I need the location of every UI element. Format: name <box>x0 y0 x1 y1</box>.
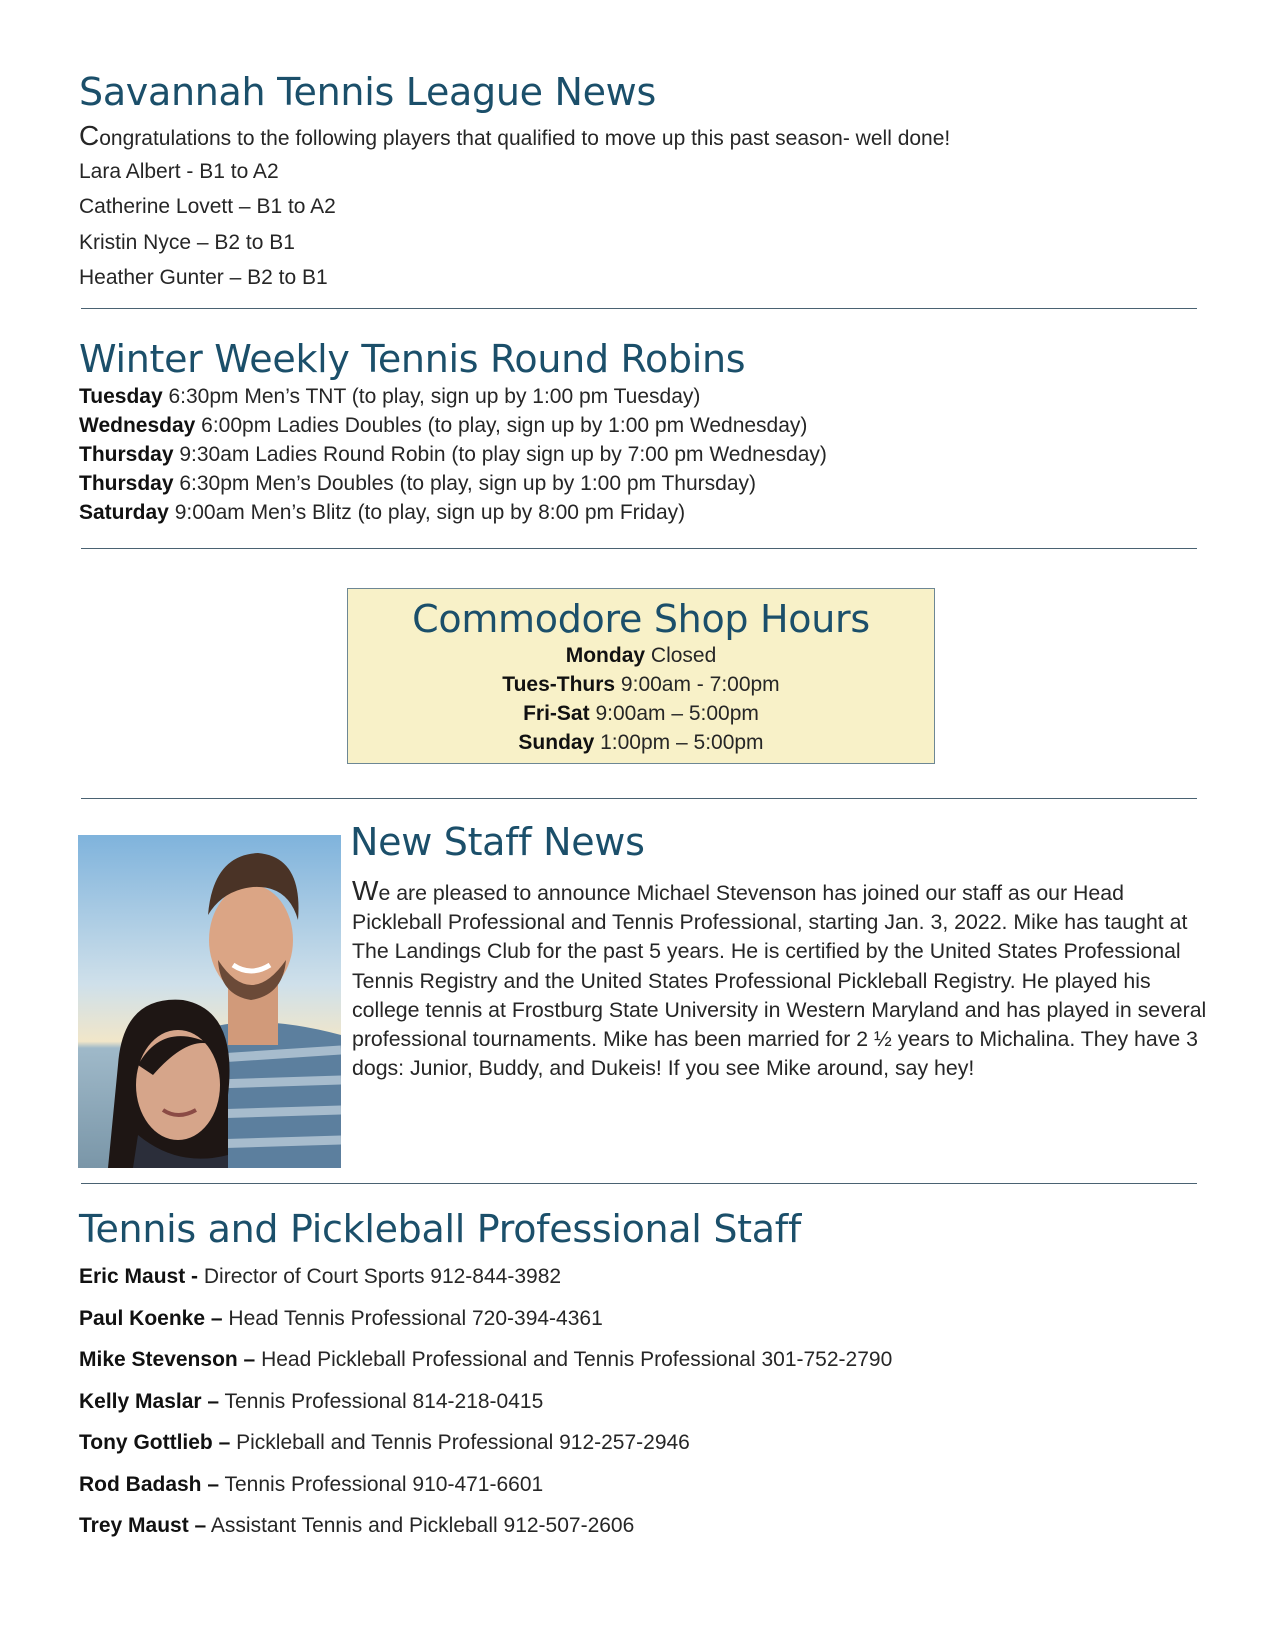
league-news-title: Savannah Tennis League News <box>79 70 656 114</box>
staff-role: Head Tennis Professional 720-394-4361 <box>222 1307 603 1330</box>
section-divider <box>81 548 1197 549</box>
shop-hours: Closed <box>645 644 717 667</box>
player-item: Heather Gunter – B2 to B1 <box>79 266 328 289</box>
round-robin-day: Wednesday <box>79 414 196 437</box>
shop-day: Monday <box>565 644 646 667</box>
round-robins-title: Winter Weekly Tennis Round Robins <box>79 337 746 381</box>
staff-member <box>79 1305 603 1333</box>
league-intro-text: ongratulations to the following players that qualified to move up this past season- well done! <box>99 127 951 150</box>
staff-name: Mike Stevenson – <box>79 1348 256 1371</box>
round-robin-item <box>79 383 700 411</box>
shop-hours-title: Commodore Shop Hours <box>412 597 870 641</box>
round-robin-item <box>79 412 807 440</box>
staff-role: Assistant Tennis and Pickleball 912-507-2606 <box>206 1514 635 1537</box>
staff-member <box>79 1346 892 1374</box>
new-staff-dropcap: W <box>352 875 379 906</box>
staff-name: Trey Maust – <box>79 1514 207 1537</box>
staff-name: Tony Gottlieb – <box>79 1431 231 1454</box>
player-item: Kristin Nyce – B2 to B1 <box>79 231 295 254</box>
shop-hours: 9:00am - 7:00pm <box>615 673 780 696</box>
round-robin-day: Thursday <box>79 443 174 466</box>
shop-day: Tues-Thurs <box>502 673 616 696</box>
shop-hours-row <box>348 729 934 757</box>
staff-photo-image <box>78 835 341 1168</box>
staff-name: Kelly Maslar – <box>79 1390 220 1413</box>
staff-photo <box>78 835 341 1168</box>
shop-hours-row <box>348 642 934 670</box>
round-robin-item <box>79 499 685 527</box>
staff-member <box>79 1388 543 1416</box>
section-divider <box>81 798 1197 799</box>
professional-staff-title: Tennis and Pickleball Professional Staff <box>79 1207 801 1251</box>
round-robin-text: 6:00pm Ladies Doubles (to play, sign up by 1:00 pm Wednesday) <box>195 414 808 437</box>
staff-role: Director of Court Sports 912-844-3982 <box>198 1265 562 1288</box>
staff-role: Tennis Professional 910-471-6601 <box>219 1473 544 1496</box>
new-staff-paragraph <box>352 876 1212 1083</box>
shop-day: Fri-Sat <box>523 702 590 725</box>
new-staff-title: New Staff News <box>350 820 645 864</box>
staff-name: Rod Badash – <box>79 1473 220 1496</box>
round-robin-text: 9:00am Men’s Blitz (to play, sign up by 8:00 pm Friday) <box>168 501 686 524</box>
section-divider <box>81 1183 1197 1184</box>
round-robin-day: Thursday <box>79 472 174 495</box>
staff-member <box>79 1429 690 1457</box>
staff-member <box>79 1512 634 1540</box>
shop-hours-row <box>348 700 934 728</box>
staff-member <box>79 1263 561 1291</box>
staff-name: Paul Koenke – <box>79 1307 223 1330</box>
round-robin-item <box>79 470 756 498</box>
round-robin-day: Saturday <box>79 501 169 524</box>
staff-role: Tennis Professional 814-218-0415 <box>219 1390 544 1413</box>
staff-role: Head Pickleball Professional and Tennis Professional 301-752-2790 <box>255 1348 893 1371</box>
shop-day: Sunday <box>518 731 595 754</box>
new-staff-body: e are pleased to announce Michael Stevenson has joined our staff as our Head Pickleball Professional and Tennis Professional, starting Jan. 3, 2022. Mike has taught at The Landings Club for the past 5 years. He is certified by the United States Professional Tennis Registry and the United States Professional Pickleball Registry. He played his college tennis at Frostburg State University in Western Maryland and has played in several professional tournaments. Mike has been married for 2 ½ years to Michalina. They have 3 dogs: Junior, Buddy, and Dukeis! If you see Mike around, say hey! <box>352 881 1207 1081</box>
staff-role: Pickleball and Tennis Professional 912-257-2946 <box>230 1431 690 1454</box>
shop-hours: 9:00am – 5:00pm <box>589 702 759 725</box>
player-item: Catherine Lovett – B1 to A2 <box>79 195 336 218</box>
shop-hours: 1:00pm – 5:00pm <box>594 731 764 754</box>
round-robin-text: 9:30am Ladies Round Robin (to play sign up by 7:00 pm Wednesday) <box>173 443 827 466</box>
round-robin-text: 6:30pm Men’s TNT (to play, sign up by 1:00 pm Tuesday) <box>162 385 701 408</box>
shop-hours-box <box>347 588 935 764</box>
league-intro-dropcap: C <box>79 120 100 151</box>
staff-member <box>79 1471 543 1499</box>
section-divider <box>81 308 1197 309</box>
round-robin-item <box>79 441 827 469</box>
player-item: Lara Albert - B1 to A2 <box>79 160 279 183</box>
staff-name: Eric Maust - <box>79 1265 199 1288</box>
league-intro <box>79 122 950 153</box>
shop-hours-row <box>348 671 934 699</box>
round-robin-text: 6:30pm Men’s Doubles (to play, sign up by 1:00 pm Thursday) <box>173 472 757 495</box>
round-robin-day: Tuesday <box>79 385 163 408</box>
